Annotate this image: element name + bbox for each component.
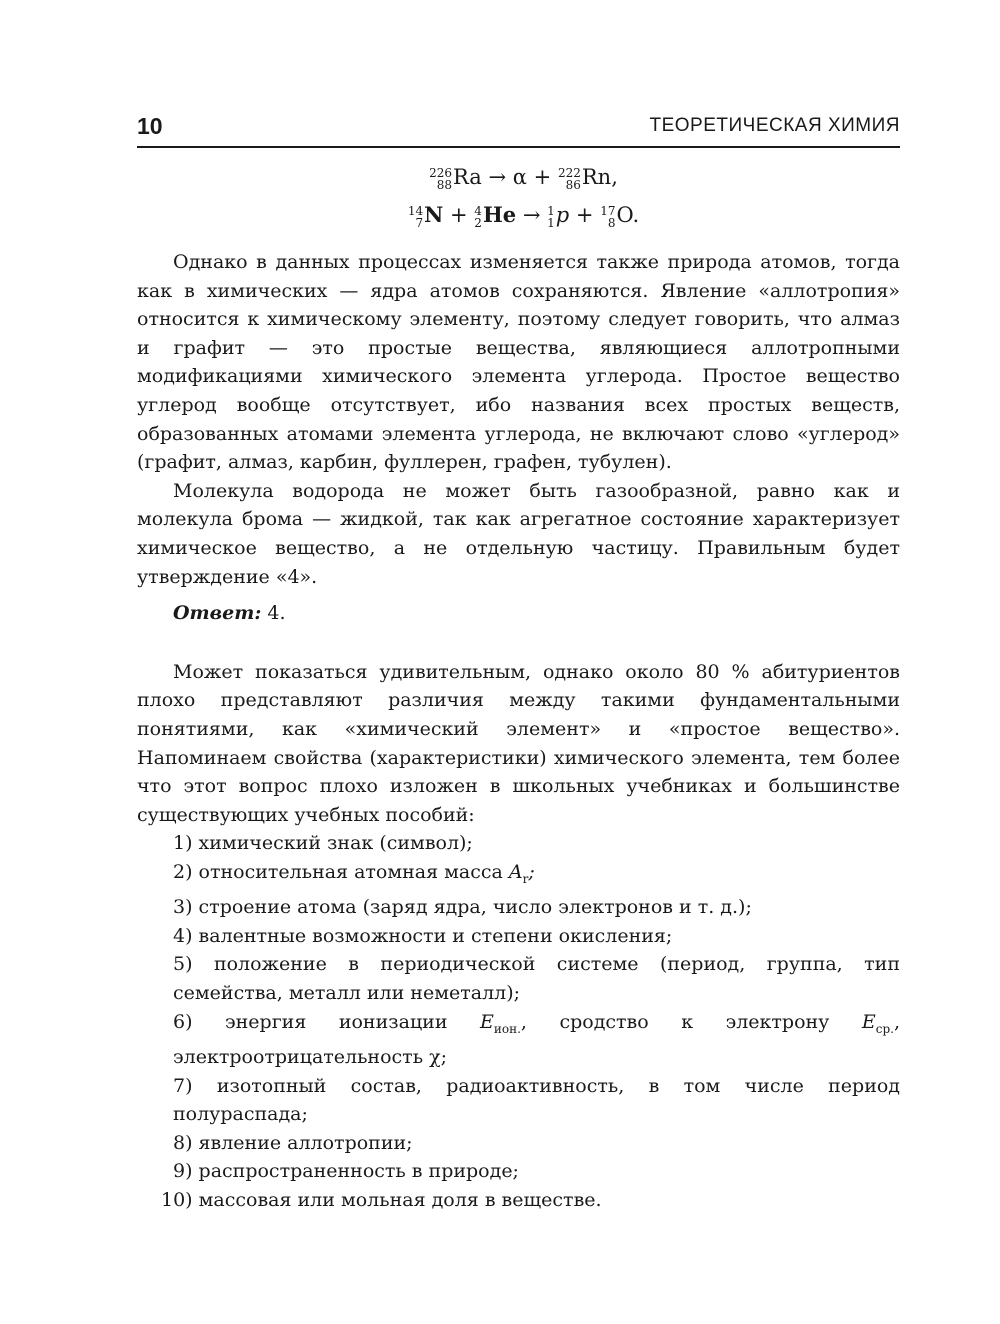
equation-radium-decay <box>147 158 900 196</box>
reaction-arrow: → <box>488 165 507 189</box>
plus-sign: + <box>533 165 552 189</box>
nuclide-index: 222 86 <box>557 165 581 192</box>
element-symbol: O <box>616 203 633 227</box>
equations-block <box>147 158 900 234</box>
equation-nitrogen-reaction <box>147 196 900 234</box>
element-symbol: Ra <box>452 165 482 189</box>
alpha-particle: α <box>512 165 527 189</box>
element-symbol: Rn <box>581 165 612 189</box>
reaction-arrow: → <box>522 203 541 227</box>
plus-sign: + <box>450 203 468 227</box>
running-title: ТЕОРЕТИЧЕСКАЯ ХИМИЯ <box>649 115 900 136</box>
properties-list <box>137 829 900 1214</box>
nuclide-index: 14 7 <box>407 203 424 230</box>
answer-value: 4. <box>261 602 286 625</box>
nuclide-index: 226 88 <box>429 165 452 192</box>
paragraph-aggregate-state: Молекула водорода не может быть газообразной, равно как и молекула брома — жидкой, так как агрегатное состояние характеризует химическое вещество, а не отдельную частицу. Правильным будет утверждение «4». <box>137 479 900 588</box>
element-symbol: N <box>424 202 444 227</box>
page-header <box>137 112 900 148</box>
list-item: 9) распространенность в природе; <box>173 1160 519 1183</box>
nuclide-index: 1 1 <box>547 203 555 230</box>
nuclide-index: 4 2 <box>474 203 482 230</box>
list-item: 7) изотопный состав, радиоактивность, в том числе период полураспада; <box>173 1074 900 1126</box>
paragraph-element-properties: Может показаться удивительным, однако около 80 % абитуриентов плохо представляют различия между такими фундаментальными понятиями, как «химический элемент» и «простое вещество». Напоминаем свойства (характеристики) химического элемента, тем более что этот вопрос плохо изложен в школьных учебниках и большинстве существующих учебных пособий: <box>137 660 900 826</box>
list-item: 8) явление аллотропии; <box>173 1131 413 1154</box>
page-number: 10 <box>137 113 163 139</box>
answer-label: Ответ: <box>173 602 262 625</box>
element-symbol: He <box>482 202 517 227</box>
paragraph-allotropy: Однако в данных процессах изменяется также природа атомов, тогда как в химических — ядра атомов сохраняются. Явление «аллотропия» относится к химическому элементу, поэтому следует говорить, что алмаз и графит — это простые вещества, являющиеся аллотропными модификациями химического элемента углерода. Простое вещество углерод вообще отсутствует, ибо названия всех простых веществ, образованных атомами элемента углерода, не включают слово «углерод» (графит, алмаз, карбин, фуллерен, графен, тубулен). <box>137 251 900 474</box>
list-item: 1) химический знак (символ); <box>173 832 473 855</box>
answer-line <box>137 599 900 628</box>
element-symbol: p <box>555 203 570 227</box>
list-item: 4) валентные возможности и степени окисления; <box>173 924 673 947</box>
list-item: 5) положение в периодической системе (период, группа, тип семейства, металл или неметалл); <box>173 953 900 1005</box>
nuclide-index: 17 8 <box>600 203 616 230</box>
plus-sign: + <box>575 203 594 227</box>
equation-punctuation: , <box>611 165 618 189</box>
list-item: 3) строение атома (заряд ядра, число электронов и т. д.); <box>173 896 752 919</box>
list-item: 2) относительная атомная масса $A_r$; <box>173 860 535 886</box>
equation-punctuation: . <box>632 203 640 227</box>
list-item: 10) массовая или мольная доля в веществе. <box>161 1189 602 1211</box>
page-content <box>137 158 900 1215</box>
list-item: 6) энергия ионизации $E_{ион.}$, сродство к электрону $E_{ср.}$, электроотрицательность χ; <box>173 1010 900 1069</box>
